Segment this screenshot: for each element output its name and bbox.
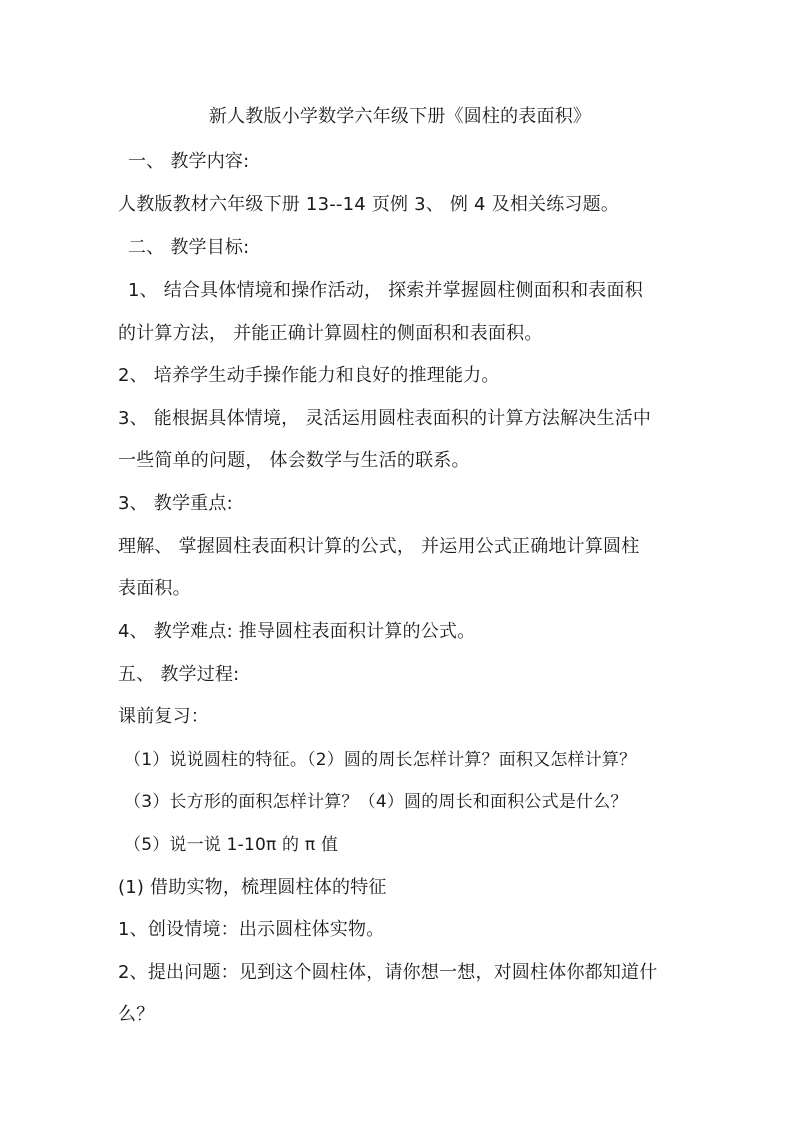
paragraph-line: 1、创设情境：出示圆柱体实物。 xyxy=(118,919,385,940)
review-question-line: （5）说一说 1-10π 的 π 值 xyxy=(124,835,339,855)
section-heading-content: 一、 教学内容: xyxy=(128,151,250,172)
subheading-review: 课前复习： xyxy=(118,706,209,727)
paragraph-line: 3、 能根据具体情境， 灵活运用圆柱表面积的计算方法解决生活中 xyxy=(118,408,652,429)
paragraph-line: 一些简单的问题， 体会数学与生活的联系。 xyxy=(118,450,470,471)
section-heading-goals: 二、 教学目标: xyxy=(128,237,250,258)
review-question-line: （1）说说圆柱的特征。（2）圆的周长怎样计算？面积又怎样计算？ xyxy=(124,750,637,770)
section-heading-process: 五、 教学过程: xyxy=(118,664,240,685)
paragraph-line: 的计算方法， 并能正确计算圆柱的侧面积和表面积。 xyxy=(118,323,543,344)
section-heading-key-points: 3、 教学重点: xyxy=(118,493,233,514)
paragraph-line: 人教版教材六年级下册 13--14 页例 3、 例 4 及相关练习题。 xyxy=(118,194,620,215)
paragraph-line: 2、提出问题：见到这个圆柱体，请你想一想，对圆柱体你都知道什 xyxy=(118,962,658,983)
document-title: 新人教版小学数学六年级下册《圆柱的表面积》 xyxy=(208,106,592,127)
paragraph-line: 2、 培养学生动手操作能力和良好的推理能力。 xyxy=(118,365,500,386)
paragraph-line: 么？ xyxy=(118,1004,155,1025)
subheading-features: (1) 借助实物，梳理圆柱体的特征 xyxy=(118,877,387,898)
paragraph-line: 理解、 掌握圆柱表面积计算的公式， 并运用公式正确地计算圆柱 xyxy=(118,536,640,557)
paragraph-line: 表面积。 xyxy=(118,578,191,599)
section-heading-difficulties: 4、 教学难点: 推导圆柱表面积计算的公式。 xyxy=(118,621,476,642)
paragraph-line: 1、 结合具体情境和操作活动， 探索并掌握圆柱侧面积和表面积 xyxy=(128,280,643,301)
review-question-line: （3）长方形的面积怎样计算？（4）圆的周长和面积公式是什么？ xyxy=(124,792,628,812)
